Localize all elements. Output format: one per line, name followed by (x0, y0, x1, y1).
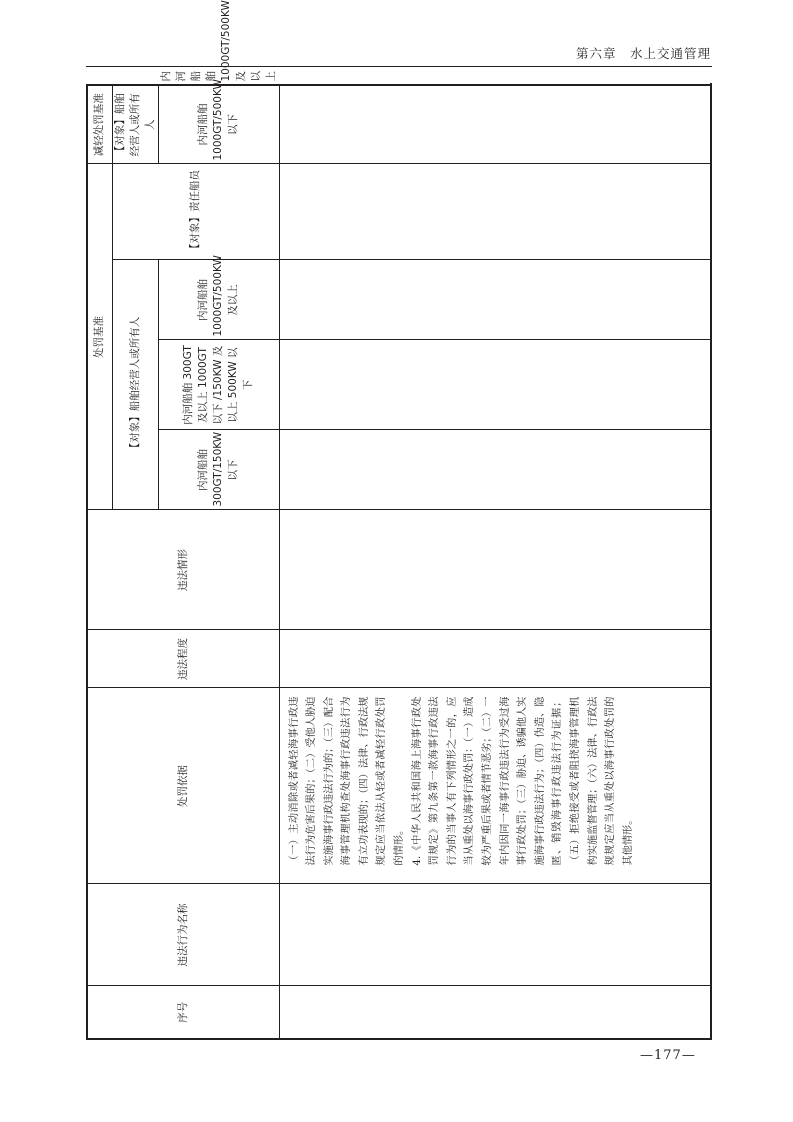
cell-mitigated-small (279, 85, 711, 164)
running-header: 第六章 水上交通管理 (575, 46, 711, 61)
cell-seq (279, 986, 711, 1039)
cell-degree (279, 630, 711, 688)
col-header-mitigated-standard: 减轻处罚基准 (87, 85, 112, 164)
col-header-seq: 序号 (87, 986, 279, 1039)
mitigated-sub-small: 内河船舶 1000GT/500KW 以下 (158, 85, 279, 164)
cell-penalty-crew (279, 164, 711, 260)
cell-violation-name (279, 884, 711, 986)
col-header-violation-name: 违法行为名称 (87, 884, 279, 986)
col-header-degree: 违法程度 (87, 630, 279, 688)
mitigated-target-owner: 【对象】船舶经营人或所有人 (112, 85, 158, 164)
col-header-basis: 处罚依据 (87, 688, 279, 884)
cell-penalty-medium (279, 340, 711, 430)
penalty-target-crew: 【对象】责任船员 (112, 164, 279, 260)
cell-basis (279, 688, 711, 884)
penalty-table: 序号 违法行为名称 处罚依据 违法程度 违法情形 处罚基准 减轻处罚基准 【对象】船舶经营人或所有人 【对象】责任船员 【对象】船舶经营人或所有人 内河船舶 300GT/150KW 以下 内河船舶 300GT 及以上 1000GT 以下 /150KW 及以上 500KW 以下 内河船舶 1000GT/500KW 及以上 内河船舶 1000GT/500KW 以下 内河船舶 1000GT/500KW 及以上 （一）主动消除或者减轻海事行政违法行为危害后果的；（二）受他人胁迫实施海事行政违法行为的；（三）配合海事管理机构查处海事行政违法行为有立功表现的；（四）法律、行政法规规定应当依法从轻或者减轻行政处罚的情形。 4.《中华人民共和国海上海事行政处罚规定》第九条第一款海事行政违法行为的当事人有下列情形之一的，应当从重处以海事行政处罚：（一）造成较为严重后果或者情节恶劣；（二）一年内因同一海事行政违法行为受过海事行政处罚；（三）胁迫、诱骗他人实施海事行政违法行为；（四）伪造、隐匿、销毁海事行政违法行为证据；（五）拒绝接受或者阻挠海事管理机构实施监督管理；（六）法律、行政法规规定应当从重处以海事行政处罚的其他情形。 (86, 84, 712, 1040)
penalty-sub-large: 内河船舶 1000GT/500KW 及以上 (158, 260, 279, 340)
penalty-sub-medium: 内河船舶 300GT 及以上 1000GT 以下 /150KW 及以上 500KW 以下 (158, 340, 279, 430)
penalty-sub-small: 内河船舶 300GT/150KW 以下 (158, 430, 279, 510)
col-header-circumstance: 违法情形 (87, 510, 279, 630)
cell-penalty-small (279, 430, 711, 510)
cell-circumstance (279, 510, 711, 630)
page-number: —177— (640, 1048, 696, 1063)
header-rule (86, 66, 712, 67)
basis-text: （一）主动消除或者减轻海事行政违法行为危害后果的；（二）受他人胁迫实施海事行政违法行为的；（三）配合海事管理机构查处海事行政违法行为有立功表现的；（四）法律、行政法规规定应当依法从轻或者减轻行政处罚的情形。 4.《中华人民共和国海上海事行政处罚规定》第九条第一款海事行政违法行为的当事人有下列情形之一的，应当从重处以海事行政处罚：（一）造成较为严重后果或者情节恶劣；（二）一年内因同一海事行政违法行为受过海事行政处罚；（三）胁迫、诱骗他人实施海事行政违法行为；（四）伪造、隐匿、销毁海事行政违法行为证据；（五）拒绝接受或者阻挠海事管理机构实施监督管理；（六）法律、行政法规规定应当从重处以海事行政处罚的其他情形。 (288, 696, 634, 866)
cell-penalty-large (279, 260, 711, 340)
penalty-target-owner: 【对象】船舶经营人或所有人 (112, 260, 158, 510)
col-header-penalty-standard: 处罚基准 (87, 164, 112, 510)
